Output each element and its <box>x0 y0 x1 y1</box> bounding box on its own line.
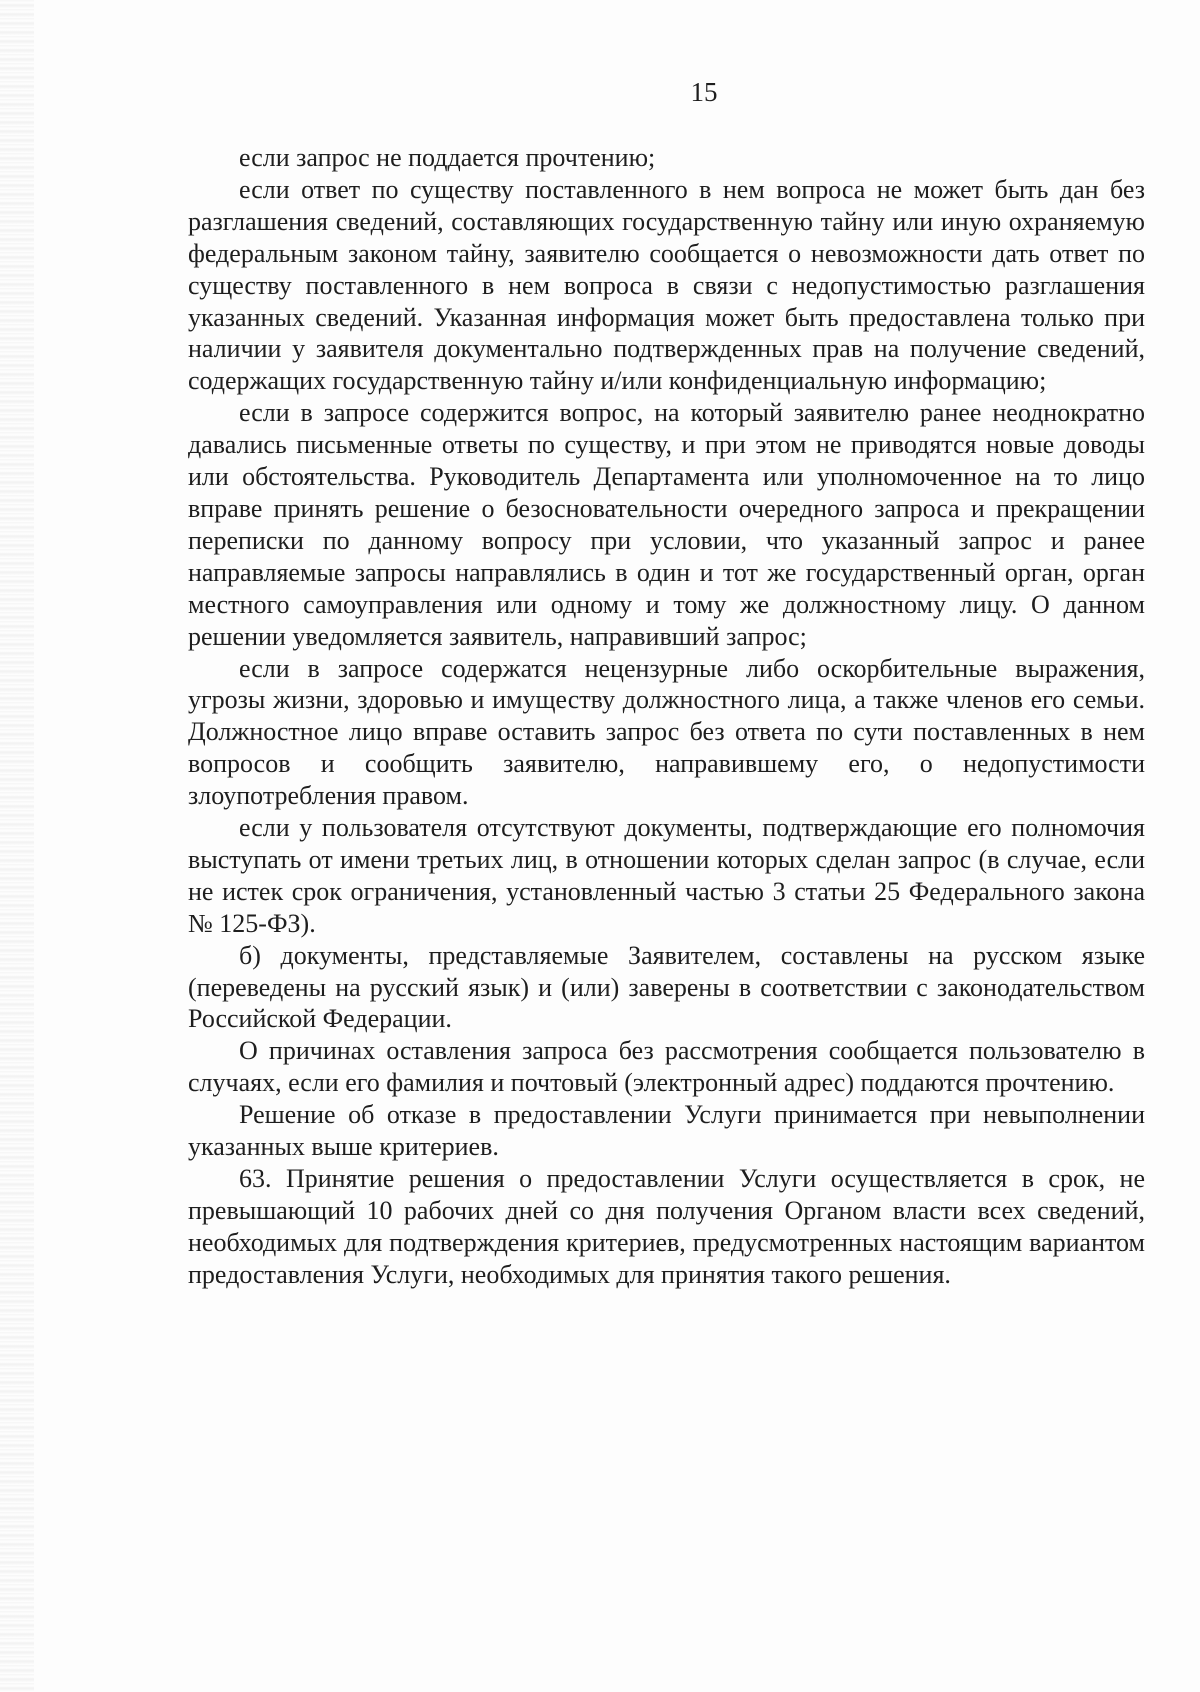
scan-edge-artifact <box>0 0 34 1692</box>
page-number: 15 <box>690 77 718 107</box>
paragraph-offensive-language: если в запросе содержатся нецензурные либо оскорбительные выражения, угрозы жизни, здоровью и имуществу должностного лица, а также членов его семьи. Должностное лицо вправе оставить запрос без ответа по сути поставленных в нем вопросов и сообщить заявителю, направившему его, о недопустимости злоупотребления правом. <box>188 653 1145 811</box>
paragraph-state-secret: если ответ по существу поставленного в нем вопроса не может быть дан без разглашения сведений, составляющих государственную тайну или иную охраняемую федеральным законом тайну, заявителю сообщается о невозможности дать ответ по существу поставленного в нем вопроса в связи с недопустимостью разглашения указанных сведений. Указанная информация может быть предоставлена только при наличии у заявителя документально подтвержденных прав на получение сведений, содержащих государственную тайну и/или конфиденциальную информацию; <box>188 174 1145 396</box>
paragraph-repeated-request: если в запросе содержится вопрос, на который заявителю ранее неоднократно давались письменные ответы по существу, и при этом не приводятся новые доводы или обстоятельства. Руководитель Департамента или уполномоченное на то лицо вправе принять решение о безосновательности очередного запроса и прекращении переписки по данному вопросу при условии, что указанный запрос и ранее направляемые запросы направлялись в один и тот же государственный орган, орган местного самоуправления или одному и тому же должностному лицу. О данном решении уведомляется заявитель, направивший запрос; <box>188 398 1145 651</box>
paragraph-refusal-decision: Решение об отказе в предоставлении Услуги принимается при невыполнении указанных выше критериев. <box>188 1100 1145 1162</box>
paragraph-missing-authority: если у пользователя отсутствуют документы, подтверждающие его полномочия выступать от имени третьих лиц, в отношении которых сделан запрос (в случае, если не истек срок ограничения, установленный частью 3 статьи 25 Федерального закона № 125-ФЗ). <box>188 813 1145 938</box>
paragraph-unreadable-request: если запрос не поддается прочтению; <box>239 143 656 172</box>
document-body <box>188 142 1145 1291</box>
paragraph-decision-deadline: 63. Принятие решения о предоставлении Услуги осуществляется в срок, не превышающий 10 рабочих дней со дня получения Органом власти всех сведений, необходимых для подтверждения критериев, предусмотренных настоящим вариантом предоставления Услуги, необходимых для принятия такого решения. <box>188 1164 1145 1289</box>
paragraph-documents-language: б) документы, представляемые Заявителем, составлены на русском языке (переведены на русский язык) и (или) заверены в соответствии с законодательством Российской Федерации. <box>188 940 1145 1034</box>
paragraph-notification-reasons: О причинах оставления запроса без рассмотрения сообщается пользователю в случаях, если его фамилия и почтовый (электронный адрес) поддаются прочтению. <box>188 1036 1145 1098</box>
